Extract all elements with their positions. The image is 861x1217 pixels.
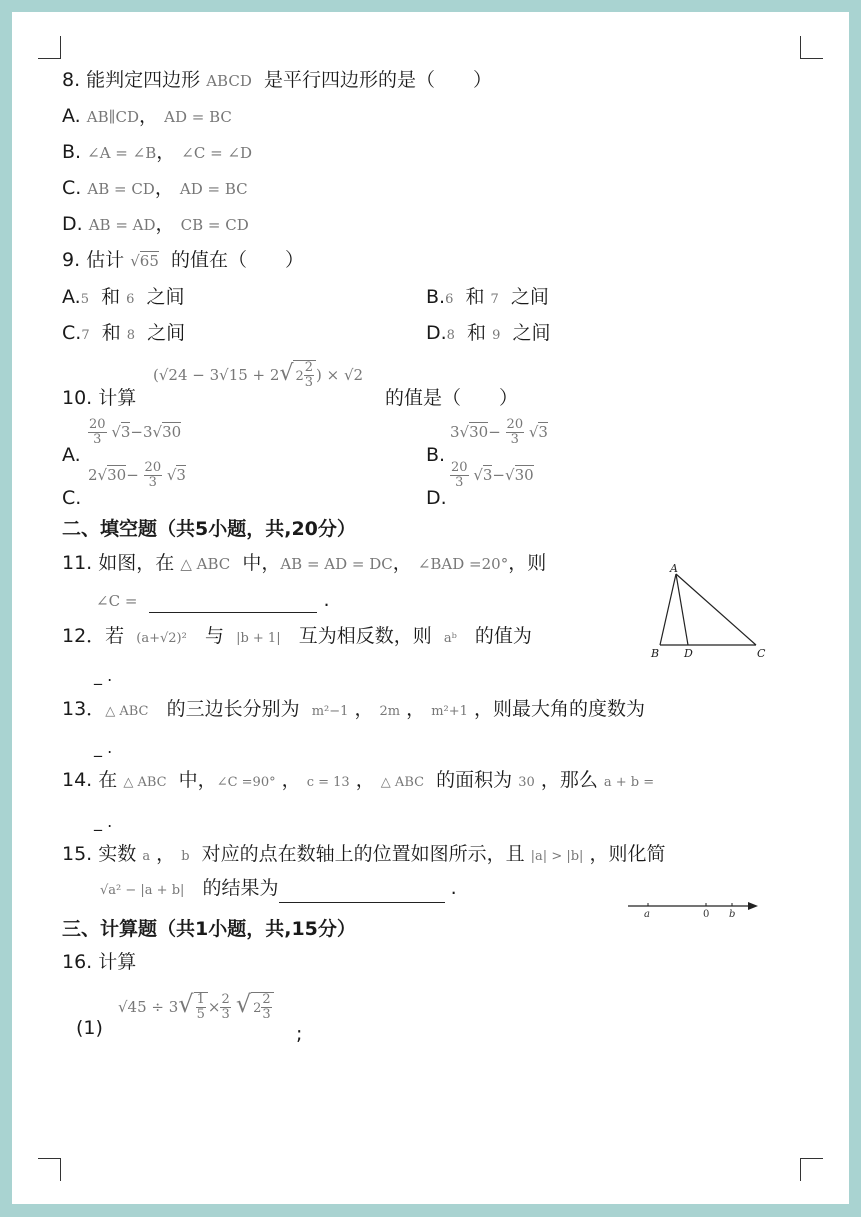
- q12-tail[interactable]: _ .: [94, 666, 113, 685]
- point-b-label: b: [729, 909, 736, 920]
- q10-option-b-expr: 3√30− $\frac{20}{3}$ √3: [450, 417, 548, 447]
- q14-tail[interactable]: _ .: [94, 812, 113, 831]
- q8-option-d[interactable]: D. AB = AD， CB = CD: [62, 213, 249, 235]
- vertex-a-label: A: [670, 562, 678, 575]
- section-2-title: 二、填空题（共5小题，共,20分）: [62, 518, 356, 540]
- segment-ab: [660, 574, 676, 645]
- number-line-figure: [624, 893, 764, 921]
- q14-stem: 14. 在 △ ABC 中，∠C =90° ， c = 13 ， △ ABC 的面积为 30 ，那么 a + b =: [62, 769, 655, 791]
- q12-stem: 12．若 (a+√2)² 与 |b + 1| 互为相反数，则 aᵇ 的值为: [62, 625, 532, 647]
- q9-option-d[interactable]: D.8 和 9 之间: [426, 322, 551, 344]
- section-3-title: 三、计算题（共1小题，共,15分）: [62, 918, 356, 940]
- q10-option-c-expr: 2√30− $\frac{20}{3}$ √3: [88, 460, 186, 490]
- q9-option-b[interactable]: B.6 和 7 之间: [426, 286, 549, 308]
- q9-option-c[interactable]: C.7 和 8 之间: [62, 322, 186, 344]
- crop-mark-bottom-right: [800, 1158, 823, 1181]
- q10-stem-end: 的值是（ ）: [385, 387, 519, 409]
- q15-answer-line: √a² − |a + b| 的结果为 .: [100, 876, 457, 903]
- q8-option-c[interactable]: C. AB = CD， AD = BC: [62, 177, 248, 199]
- crop-mark-top-right: [800, 36, 823, 59]
- q10-option-c-label[interactable]: C.: [62, 487, 82, 509]
- q10-stem-label: 10. 计算: [62, 387, 137, 409]
- q10-option-a-expr: $\frac{20}{3}$ √3−3√30: [89, 417, 182, 447]
- triangle-figure: [648, 562, 770, 660]
- q8-stem: 8. 能判定四边形 ABCD 是平行四边形的是（ ）: [62, 69, 492, 91]
- vertex-b-label: B: [651, 647, 660, 660]
- q13-tail[interactable]: _ .: [94, 738, 113, 757]
- q8-option-b[interactable]: B. ∠A = ∠B， ∠C = ∠D: [62, 141, 253, 163]
- point-a-label: a: [644, 909, 650, 920]
- vertex-d-label: D: [684, 647, 693, 660]
- origin-label: 0: [703, 909, 710, 920]
- q11-answer-line: ∠C = .: [96, 589, 330, 611]
- crop-mark-top-left: [38, 36, 61, 59]
- q13-stem: 13．△ ABC 的三边长分别为 m²−1 ， 2m ， m²+1 ，则最大角的度数为: [62, 698, 645, 720]
- q10-option-d-label[interactable]: D.: [426, 487, 447, 509]
- q15-answer-blank[interactable]: [279, 902, 445, 903]
- segment-ad: [676, 574, 688, 645]
- q10-option-a-label[interactable]: A.: [62, 444, 81, 466]
- q11-stem: 11. 如图，在 △ ABC 中，AB = AD = DC， ∠BAD =20°，则: [62, 552, 547, 574]
- q16-expression: √45 ÷ 3√ $\frac{1}{5}$ × $\frac{2}{3}$ √ 2 $\frac{2}{3}$: [118, 990, 274, 1022]
- number-line-arrow-icon: [748, 902, 758, 910]
- segment-ac: [676, 574, 756, 645]
- q11-answer-blank[interactable]: [149, 612, 317, 613]
- q16-semicolon: ;: [296, 1023, 303, 1045]
- crop-mark-bottom-left: [38, 1158, 61, 1181]
- q10-expression: (√24 − 3√15 + 2√ 2 $\frac{2}{3}$ ) × √2: [153, 360, 364, 390]
- q9-option-a[interactable]: A.5 和 6 之间: [62, 286, 185, 308]
- q9-stem: 9. 估计 √65 的值在（ ）: [62, 249, 304, 271]
- vertex-c-label: C: [757, 647, 766, 660]
- q15-stem: 15. 实数 a ， b 对应的点在数轴上的位置如图所示，且 |a| > |b| ，则化简: [62, 843, 666, 865]
- q16-sub-label: (1): [76, 1017, 103, 1039]
- q10-option-d-expr: $\frac{20}{3}$ √3−√30: [451, 460, 534, 490]
- q10-option-b-label[interactable]: B.: [426, 444, 446, 466]
- q8-option-a[interactable]: A. AB∥CD， AD = BC: [62, 105, 232, 127]
- q16-stem: 16. 计算: [62, 951, 137, 973]
